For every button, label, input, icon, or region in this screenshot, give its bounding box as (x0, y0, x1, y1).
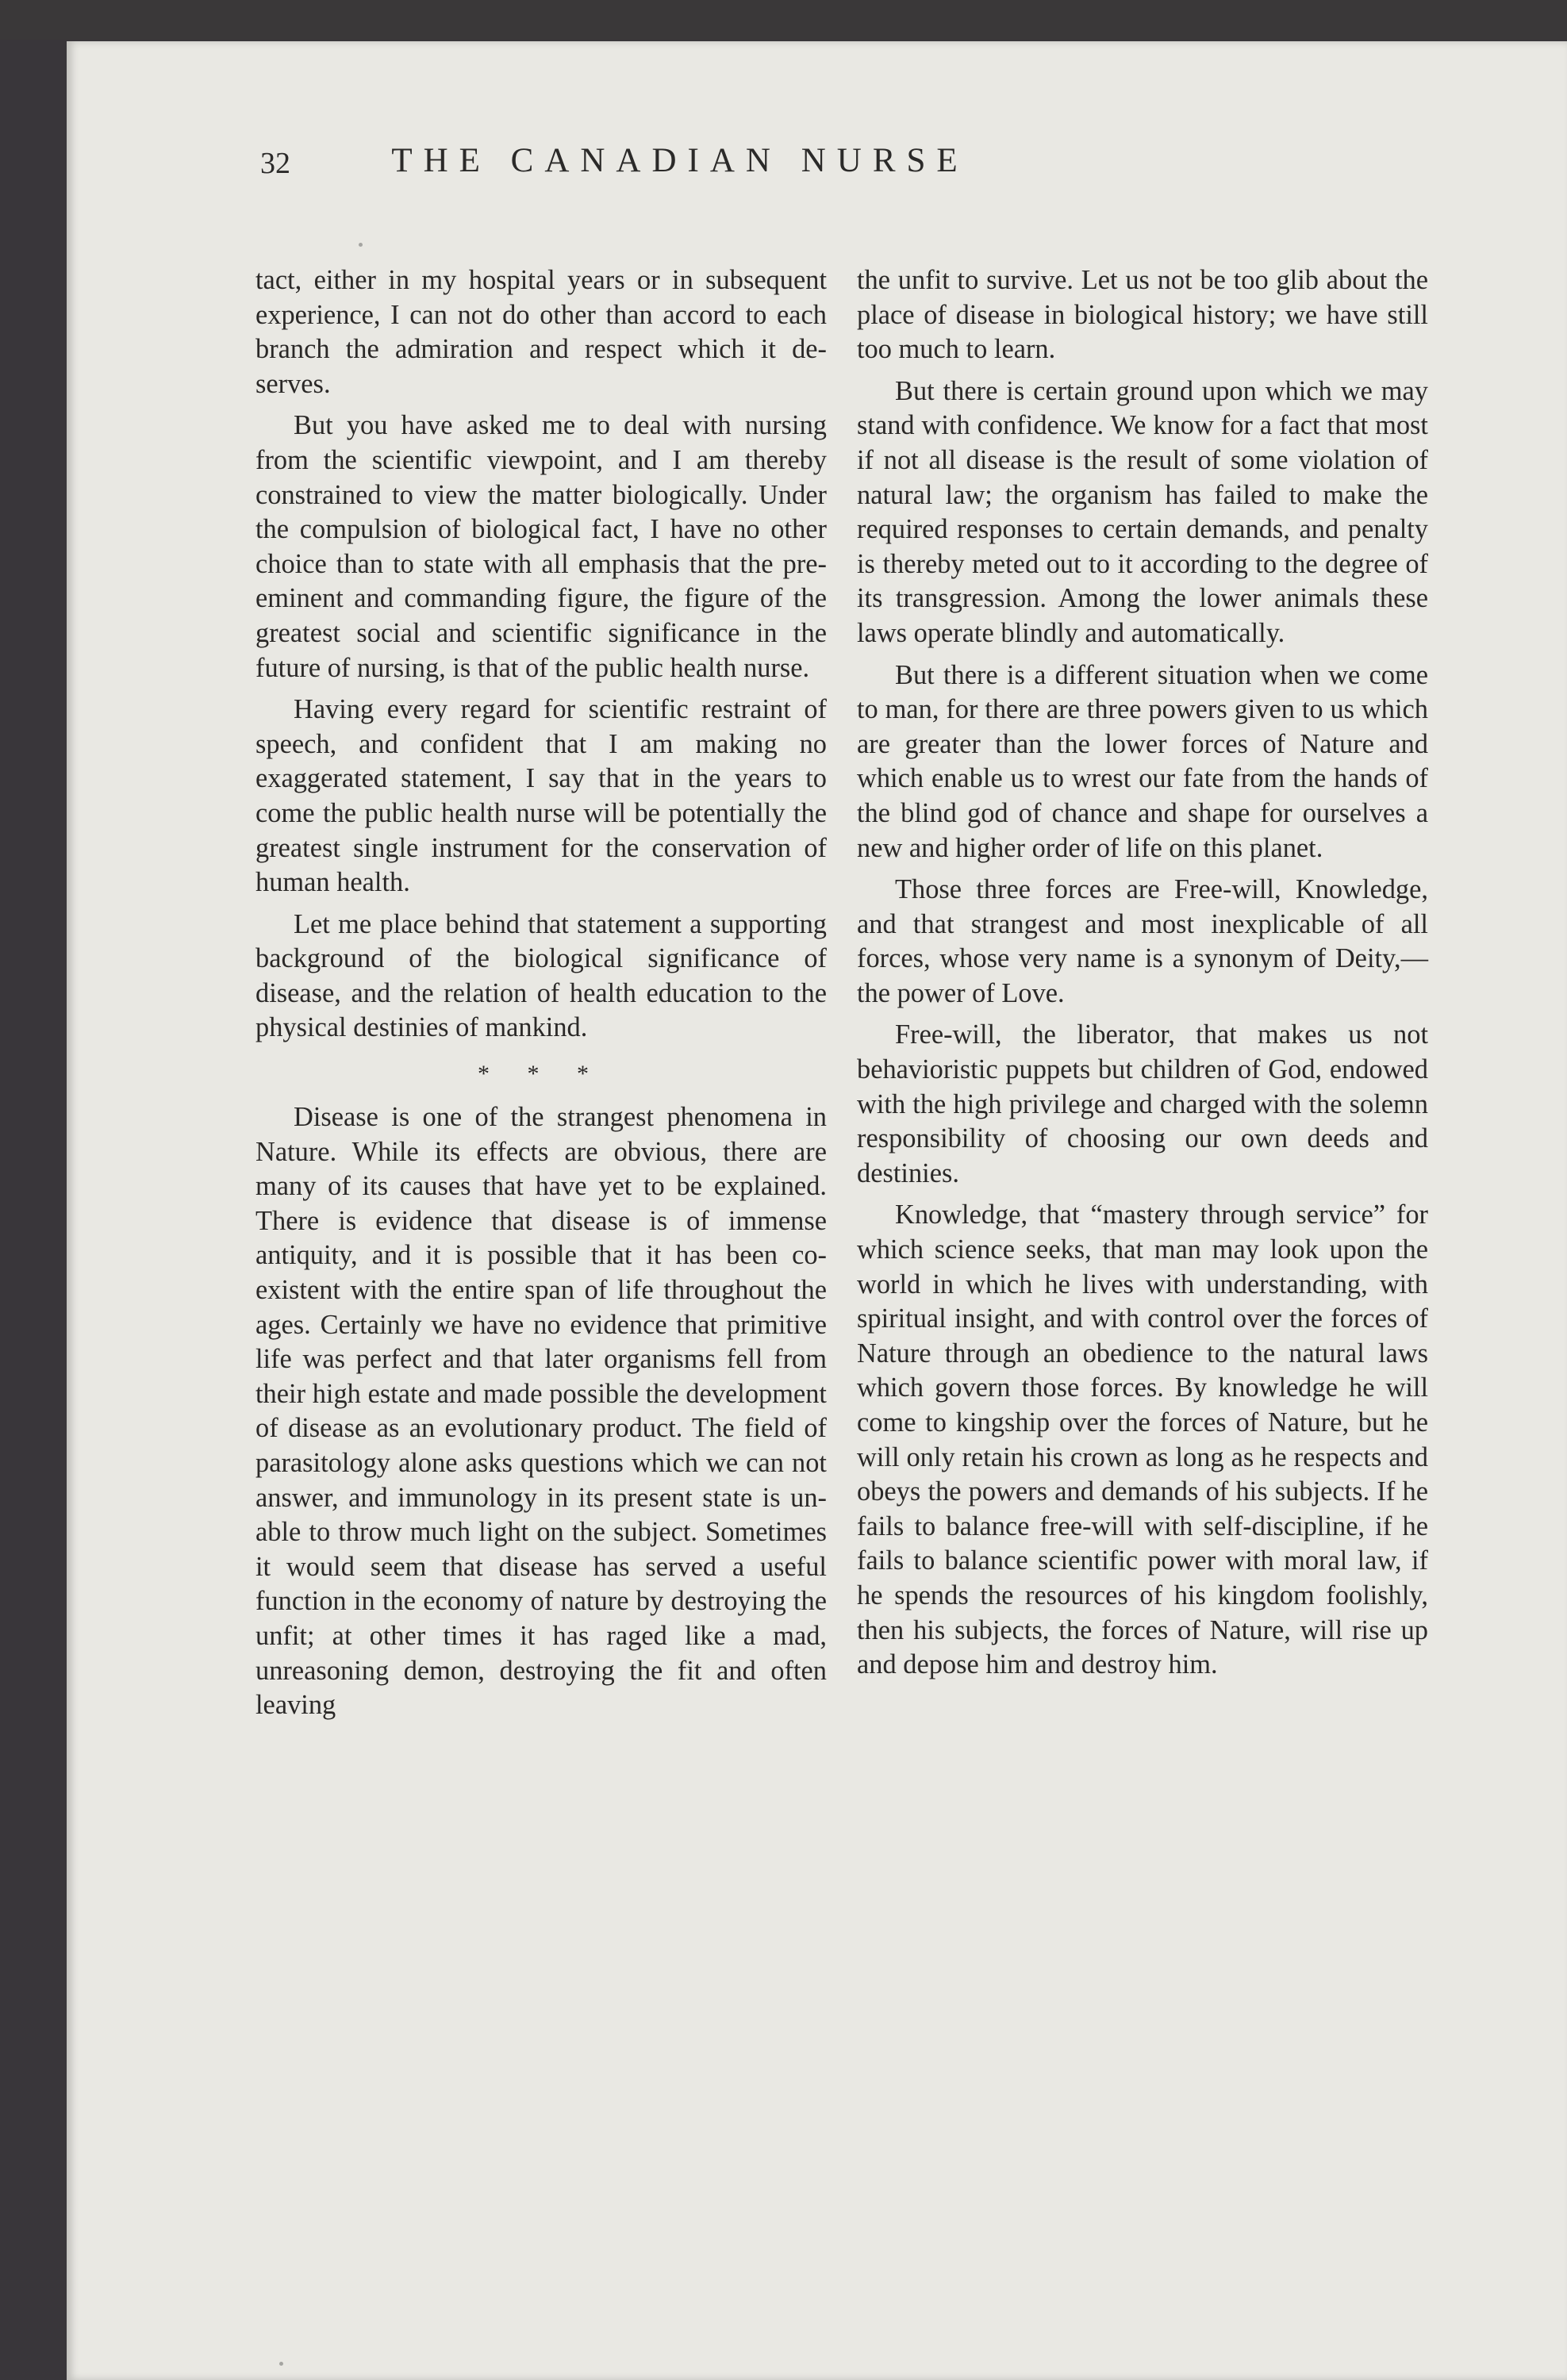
right-column (857, 263, 1428, 1690)
paragraph: Let me place behind that statement a supporting background of the biological significance of disease, and the relation of health education to the physical destinies of mankind. (255, 908, 827, 1043)
paragraph: tact, either in my hospital years or in subsequent experience, I can not do other than accord to each branch the admiration and respect which it deserves. (255, 265, 827, 399)
paragraph: But there is a different situation when we come to man, for there are three powers given to us which are greater than the lower forces of Nature and which enable us to wrest our fate from the hands of the blind god of chance and shape for ourselves a new and higher order of life on this planet. (857, 659, 1428, 863)
paragraph: Disease is one of the strangest phenomena in Nature. While its effects are obvious, there are many of its causes that have yet to be explained. There is evidence that disease is of immense antiquity, and it is possible that it has been co-existent with the entire span of life throughout the ages. Certainly we have no evidence that primitive life was perfect and that later organisms fell from their high estate and made possible the development of disease as an evolutionary product. The field of parasitology alone asks questions which we can not answer, and immunology in its present state is unable to throw much light on the subject. Sometimes it would seem that disease has served a useful function in the economy of nature by destroying the unfit; at other times it has raged like a mad, unreasoning demon, destroying the fit and often leaving (255, 1102, 827, 1721)
journal-title: THE CANADIAN NURSE (391, 142, 969, 179)
page-speck (279, 2362, 283, 2366)
scan-background-edge (0, 0, 1567, 40)
left-column (255, 263, 827, 1730)
paragraph: the unfit to survive. Let us not be too glib about the place of disease in biological history; we have still too much to learn. (857, 265, 1428, 365)
page-header (192, 141, 1168, 189)
paragraph: Those three forces are Free-will, Knowledge, and that strangest and most inexplicable of all forces, whose very name is a synonym of Deity,—the power of Love. (857, 874, 1428, 1008)
paragraph: Free-will, the liberator, that makes us not behavioristic puppets but children of God, endowed with the high privilege and charged with the solemn responsibility of choosing our own deeds and destinies. (857, 1019, 1428, 1188)
section-separator: * * * (478, 1061, 605, 1088)
page-speck (359, 243, 363, 247)
paragraph: Having every regard for scientific restraint of speech, and confident that I am making no exaggerated statement, I say that in the years to come the public health nurse will be potentially the greatest single instrument for the conservation of human health. (255, 694, 827, 898)
paragraph: But you have asked me to deal with nursing from the scientific viewpoint, and I am thereby constrained to view the matter biologically. Under the compulsion of biological fact, I have no other choice than to state with all emphasis that the pre-eminent and commanding figure, the figure of the greatest social and scientific significance in the future of nursing, is that of the public health nurse. (255, 410, 827, 683)
page-number: 32 (260, 147, 290, 180)
paragraph: But there is certain ground upon which we may stand with confidence. We know for a fact that most if not all disease is the result of some violation of natural law; the organism has failed to make the required responses to certain demands, and penalty is thereby meted out to it according to the degree of its transgression. Among the lower animals these laws operate blindly and automatically. (857, 375, 1428, 648)
paragraph: Knowledge, that “mastery through service” for which science seeks, that man may look upon the world in which he lives with understanding, with spiritual insight, and with control over the forces of Nature through an obedience to the natural laws which govern those forces. By knowledge he will come to kingship over the forces of Nature, but he will only retain his crown as long as he respects and obeys the powers and demands of his subjects. If he fails to balance free-will with self-discipline, if he fails to balance scientific power with moral law, if he spends the resources of his kingdom foolishly, then his subjects, the forces of Nature, will rise up and depose him and destroy him. (857, 1200, 1428, 1680)
